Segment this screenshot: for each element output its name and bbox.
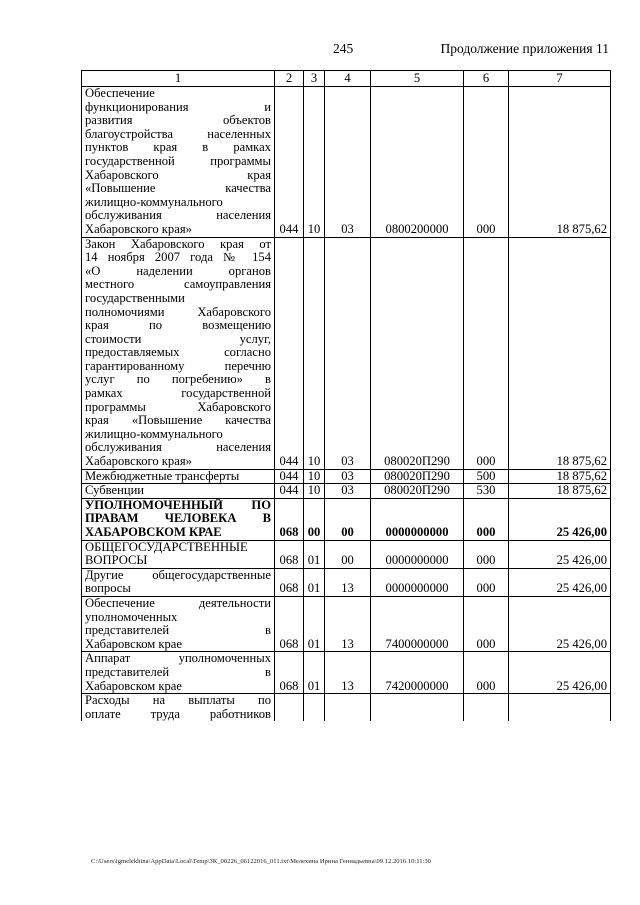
expense-item-name (82, 484, 275, 499)
ministry-code: 044 (275, 237, 304, 469)
expense-type-code: 000 (464, 568, 509, 596)
name-line: жилищно-коммунального (85, 426, 223, 441)
target-article-code: 0800200000 (371, 87, 464, 238)
name-line: ХАБАРОВСКОМ КРАЕ (85, 525, 222, 539)
table-row (82, 484, 611, 499)
name-line: Хабаровского края» (85, 221, 192, 236)
expense-item-name (82, 540, 275, 568)
name-line: стоимости услуг, (85, 331, 271, 346)
name-line: уполномоченных (85, 609, 178, 624)
section-code: 00 (304, 498, 325, 540)
amount: 18 875,62 (509, 237, 611, 469)
name-line: Хабаровском крае (85, 636, 182, 651)
column-number: 3 (304, 71, 325, 87)
expense-item-name (82, 237, 275, 469)
expense-type-code (464, 694, 509, 722)
name-line: Межбюджетные трансферты (85, 468, 240, 483)
name-line: Расходы на выплаты по (85, 693, 271, 708)
name-line: государственной программы (85, 153, 271, 168)
amount: 25 426,00 (509, 596, 611, 651)
expense-item-name (82, 568, 275, 596)
ministry-code: 068 (275, 568, 304, 596)
section-code (304, 694, 325, 722)
name-line: полномочиями Хабаровского (85, 304, 271, 319)
name-line: рамках государственной (85, 386, 271, 401)
name-line: услуг по погребению» в (85, 372, 271, 387)
table-row (82, 568, 611, 596)
subsection-code: 13 (325, 596, 371, 651)
name-line: пунктов края в рамках (85, 140, 271, 155)
name-line: жилищно-коммунального (85, 194, 223, 209)
expense-item-name (82, 694, 275, 722)
table-row (82, 87, 611, 238)
expense-type-code: 530 (464, 484, 509, 499)
table-row (82, 652, 611, 694)
ministry-code: 044 (275, 87, 304, 238)
name-line: УПОЛНОМОЧЕННЫЙ ПО (85, 497, 271, 512)
column-number-row (82, 71, 611, 87)
ministry-code (275, 694, 304, 722)
section-code: 01 (304, 596, 325, 651)
amount: 25 426,00 (509, 568, 611, 596)
target-article-code: 7400000000 (371, 596, 464, 651)
name-line: Аппарат уполномоченных (85, 651, 271, 666)
table-row (82, 469, 611, 484)
subsection-code: 03 (325, 484, 371, 499)
subsection-code: 03 (325, 87, 371, 238)
name-line: программы Хабаровского (85, 399, 271, 414)
section-code: 10 (304, 237, 325, 469)
expense-type-code: 000 (464, 237, 509, 469)
target-article-code: 080020П290 (371, 237, 464, 469)
expense-item-name (82, 596, 275, 651)
name-line: ОБЩЕГОСУДАРСТВЕННЫЕ (85, 539, 248, 554)
amount: 18 875,62 (509, 484, 611, 499)
ministry-code: 068 (275, 498, 304, 540)
ministry-code: 068 (275, 596, 304, 651)
name-line: Хабаровского края (85, 167, 271, 182)
section-code: 10 (304, 469, 325, 484)
table-row (82, 540, 611, 568)
name-line: благоустройства населенных (85, 126, 271, 141)
name-line: представителей в (85, 664, 271, 679)
name-line: «О наделении органов (85, 263, 271, 278)
amount: 25 426,00 (509, 652, 611, 694)
expense-item-name (82, 87, 275, 238)
subsection-code: 00 (325, 498, 371, 540)
table-row (82, 596, 611, 651)
column-number: 6 (464, 71, 509, 87)
budget-table (81, 70, 611, 721)
name-line: обслуживания населения (85, 440, 271, 455)
table-row (82, 237, 611, 469)
column-number: 7 (509, 71, 611, 87)
amount: 18 875,62 (509, 469, 611, 484)
expense-item-name (82, 469, 275, 484)
subsection-code: 13 (325, 568, 371, 596)
target-article-code: 7420000000 (371, 652, 464, 694)
target-article-code (371, 694, 464, 722)
subsection-code: 00 (325, 540, 371, 568)
expense-type-code: 000 (464, 498, 509, 540)
column-number: 5 (371, 71, 464, 87)
name-line: края по возмещению (85, 318, 271, 333)
name-line: государственными (85, 290, 185, 305)
expense-item-name (82, 652, 275, 694)
name-line: местного самоуправления (85, 277, 271, 292)
page-number: 245 (333, 41, 354, 56)
table-row (82, 498, 611, 540)
name-line: Хабаровского края» (85, 454, 192, 469)
column-number: 1 (82, 71, 275, 87)
name-line: Другие общегосударственные (85, 567, 271, 582)
section-code: 01 (304, 568, 325, 596)
expense-item-name (82, 498, 275, 540)
target-article-code: 0000000000 (371, 498, 464, 540)
name-line: развития объектов (85, 113, 271, 128)
target-article-code: 080020П290 (371, 484, 464, 499)
ministry-code: 044 (275, 469, 304, 484)
subsection-code: 03 (325, 237, 371, 469)
name-line: «Повышение качества (85, 181, 271, 196)
section-code: 01 (304, 652, 325, 694)
amount: 18 875,62 (509, 87, 611, 238)
section-code: 01 (304, 540, 325, 568)
name-line: вопросы (85, 581, 131, 596)
name-line: оплате труда работников (85, 706, 271, 721)
section-code: 10 (304, 87, 325, 238)
name-line: ВОПРОСЫ (85, 553, 148, 568)
expense-type-code: 000 (464, 596, 509, 651)
name-line: ПРАВАМ ЧЕЛОВЕКА В (85, 511, 271, 526)
ministry-code: 068 (275, 540, 304, 568)
name-line: Субвенции (85, 483, 145, 498)
name-line: предоставляемых согласно (85, 345, 271, 360)
expense-type-code: 500 (464, 469, 509, 484)
expense-type-code: 000 (464, 540, 509, 568)
name-line: гарантированному перечню (85, 358, 271, 373)
name-line: функционирования и (85, 99, 271, 114)
name-line: края «Повышение качества (85, 413, 271, 428)
amount: 25 426,00 (509, 498, 611, 540)
subsection-code: 03 (325, 469, 371, 484)
name-line: 14 ноября 2007 года № 154 (85, 250, 271, 265)
expense-type-code: 000 (464, 652, 509, 694)
ministry-code: 068 (275, 652, 304, 694)
subsection-code: 13 (325, 652, 371, 694)
column-number: 4 (325, 71, 371, 87)
name-line: представителей в (85, 623, 271, 638)
name-line: обслуживания населения (85, 208, 271, 223)
amount (509, 694, 611, 722)
target-article-code: 0000000000 (371, 568, 464, 596)
column-number: 2 (275, 71, 304, 87)
name-line: Обеспечение (85, 86, 155, 100)
file-path-footer: C:\Users\igmelekhina\AppData\Local\Temp\ЗК_00226_06122016_011.txt\Мелехина Ирина Геннадьевна\09.12.2016 10:11:30 (91, 858, 431, 865)
expense-type-code: 000 (464, 87, 509, 238)
section-code: 10 (304, 484, 325, 499)
target-article-code: 0000000000 (371, 540, 464, 568)
target-article-code: 080020П290 (371, 469, 464, 484)
amount: 25 426,00 (509, 540, 611, 568)
appendix-continuation-label: Продолжение приложения 11 (440, 41, 609, 56)
table-row (82, 694, 611, 722)
name-line: Хабаровском крае (85, 678, 182, 693)
ministry-code: 044 (275, 484, 304, 499)
subsection-code (325, 694, 371, 722)
name-line: Обеспечение деятельности (85, 595, 271, 610)
name-line: Закон Хабаровского края от (85, 236, 271, 251)
